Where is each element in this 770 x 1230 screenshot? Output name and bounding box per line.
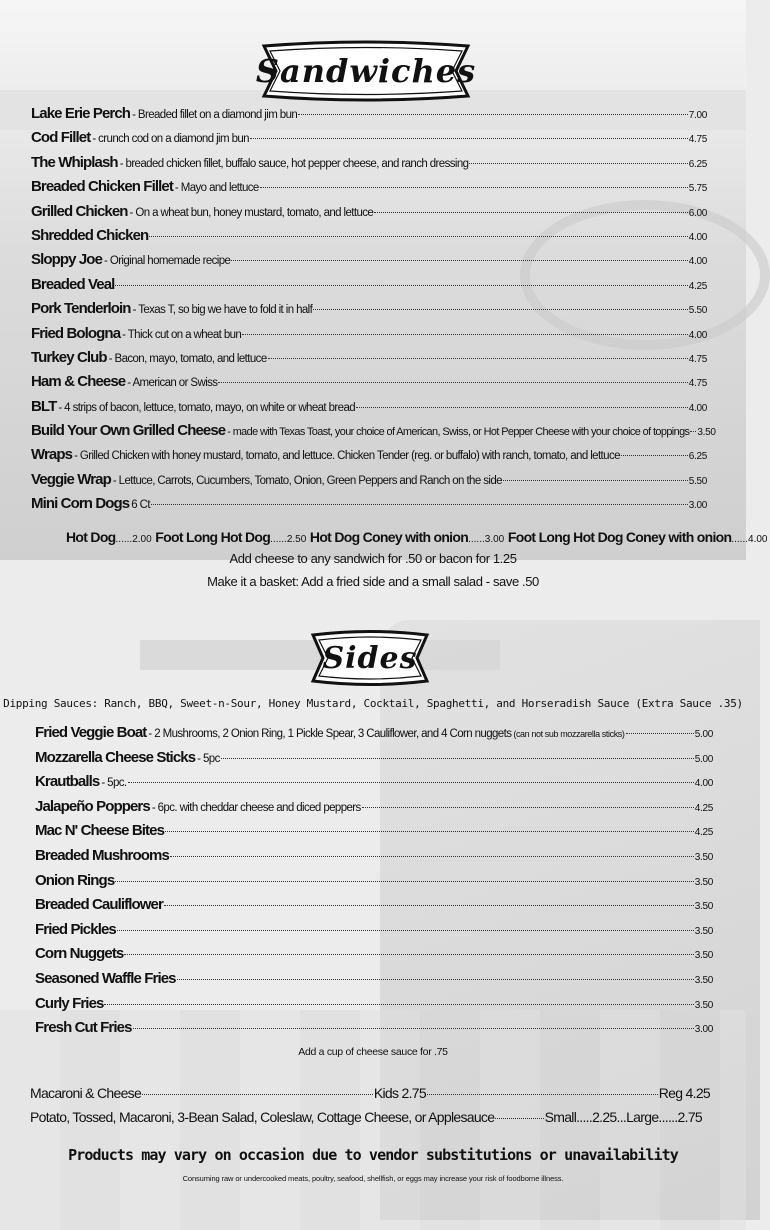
side-note: (can not sub mozzarella sticks) xyxy=(513,729,625,739)
dot-leader xyxy=(362,807,694,808)
sandwich-price: 6.25 xyxy=(688,451,707,463)
side-name: Fried Pickles xyxy=(35,920,116,938)
sandwich-description: - Original homemade recipe xyxy=(104,255,231,268)
side-price: 4.25 xyxy=(694,827,713,839)
side-row xyxy=(35,995,713,1020)
side-row xyxy=(35,1019,713,1044)
sandwiches-banner xyxy=(255,40,477,102)
sandwich-row xyxy=(31,373,707,397)
sandwich-description: - Mayo and lettuce xyxy=(174,182,259,195)
side-name: Mac N' Cheese Bites xyxy=(35,822,165,840)
sandwich-row xyxy=(31,446,707,470)
sandwich-name: Mini Corn Dogs xyxy=(31,495,130,513)
sandwich-row xyxy=(31,154,707,178)
mac-reg-price: Reg 4.25 xyxy=(658,1085,710,1101)
side-price: 3.50 xyxy=(694,925,713,937)
side-name: Jalapeño Poppers xyxy=(35,797,150,815)
add-cheese-note: Add cheese to any sandwich for .50 or bacon for 1.25 xyxy=(229,551,517,566)
salads-large-price: 2.75 xyxy=(677,1109,702,1125)
vendor-disclaimer: Products may vary on occasion due to vendor substitutions or unavailability xyxy=(68,1146,678,1164)
dot-leader xyxy=(298,114,688,115)
footlong-coney-name: Foot Long Hot Dog Coney with onion xyxy=(507,529,732,545)
side-price: 3.50 xyxy=(694,851,713,863)
sandwich-name: The Whiplash xyxy=(31,153,118,171)
dot-leader xyxy=(115,285,687,286)
sandwich-list xyxy=(31,105,716,520)
side-price: 3.50 xyxy=(694,950,713,962)
dot-leader xyxy=(374,212,688,213)
dot-leader xyxy=(469,163,687,164)
sandwich-description: - Texas T, so big we have to fold it in half xyxy=(132,304,313,317)
sandwich-description: - Thick cut on a wheat bun xyxy=(122,328,242,341)
side-name: Breaded Mushrooms xyxy=(35,846,169,864)
side-price: 5.00 xyxy=(694,729,713,740)
mac-kids-price: Kids 2.75 xyxy=(373,1085,426,1101)
dot-leader xyxy=(221,758,694,759)
dot-leader xyxy=(356,407,688,408)
mac-name: Macaroni & Cheese xyxy=(30,1085,142,1101)
sandwich-description: - Lettuce, Carrots, Cucumbers, Tomato, Onion, Green Peppers and Ranch on the side xyxy=(112,474,502,487)
side-price: 3.50 xyxy=(694,999,713,1011)
foodborne-warning: Consuming raw or undercooked meats, poultry, seafood, shellfish, or eggs may increase your risk of foodborne illness. xyxy=(182,1174,564,1183)
sandwich-name: Pork Tenderloin xyxy=(31,300,131,318)
sandwich-price: 4.25 xyxy=(688,280,707,292)
sandwich-row xyxy=(31,422,716,446)
coney-name: Hot Dog Coney with onion xyxy=(309,529,469,545)
dot-leader xyxy=(170,856,694,857)
salads-name: Potato, Tossed, Macaroni, 3-Bean Salad, Coleslaw, Cottage Cheese, or Applesauce xyxy=(30,1109,495,1125)
sides-title: Sides xyxy=(322,640,418,676)
side-description: - 6pc. with cheddar cheese and diced peppers xyxy=(151,801,361,814)
hotdog-name: Hot Dog xyxy=(66,529,116,545)
sandwich-name: Sloppy Joe xyxy=(31,251,103,269)
side-row xyxy=(35,822,713,847)
hotdog-line: Hot Dog......2.00 Foot Long Hot Dog......2.50 Hot Dog Coney with onion......3.00 Foot Long Hot Dog Coney with onion......4.00 xyxy=(66,529,768,545)
sandwich-price: 4.00 xyxy=(688,402,707,414)
dot-leader xyxy=(260,187,688,188)
sandwich-row xyxy=(31,398,707,422)
sides-list xyxy=(35,724,713,1044)
dot-leader xyxy=(104,1004,693,1005)
sandwich-name: Build Your Own Grilled Cheese xyxy=(31,422,226,440)
dot-leader xyxy=(164,905,694,906)
basket-note: Make it a basket: Add a fried side and a small salad - save .50 xyxy=(207,574,539,589)
side-row xyxy=(35,896,713,921)
side-row xyxy=(35,749,713,774)
sandwich-description: - On a wheat bun, honey mustard, tomato, and lettuce xyxy=(129,206,374,219)
dot-leader xyxy=(621,455,688,456)
sandwich-description: 6 Ct xyxy=(131,499,150,512)
sandwich-price: 4.00 xyxy=(688,329,707,341)
side-description: - 5pc xyxy=(197,752,220,765)
sandwich-price: 4.00 xyxy=(688,231,707,243)
sandwich-name: Lake Erie Perch xyxy=(31,105,131,122)
sandwich-description: - breaded chicken fillet, buffalo sauce, hot pepper cheese, and ranch dressing xyxy=(119,157,469,170)
side-price: 5.00 xyxy=(694,753,713,765)
dot-leader xyxy=(165,831,694,832)
sandwich-row xyxy=(31,251,707,275)
dot-leader xyxy=(149,236,687,237)
sandwich-name: Breaded Veal xyxy=(31,275,115,293)
footlong-coney-price: 4.00 xyxy=(748,534,768,545)
side-description: - 5pc. xyxy=(101,777,127,790)
side-name: Curly Fries xyxy=(35,994,104,1012)
salads-small-price: 2.25 xyxy=(592,1109,617,1125)
hotdog-price: 2.00 xyxy=(132,534,152,545)
sandwich-price: 4.75 xyxy=(688,378,707,390)
coney-price: 3.00 xyxy=(484,534,505,545)
sandwich-row xyxy=(31,495,707,519)
sandwich-name: Ham & Cheese xyxy=(31,373,126,391)
sandwich-description: - Bacon, mayo, tomato, and lettuce xyxy=(108,352,267,365)
dot-leader xyxy=(250,138,688,139)
side-name: Fried Veggie Boat xyxy=(35,724,147,741)
sandwich-row xyxy=(31,105,707,129)
side-price: 3.50 xyxy=(694,974,713,986)
footlong-name: Foot Long Hot Dog xyxy=(155,529,271,545)
cheese-cup-note: Add a cup of cheese sauce for .75 xyxy=(298,1046,448,1058)
sandwich-name: Turkey Club xyxy=(31,348,107,366)
salads-large-label: Large xyxy=(626,1109,659,1125)
dot-leader xyxy=(690,431,696,432)
sandwich-description: - Grilled Chicken with honey mustard, tomato, and lettuce. Chicken Tender (reg. or buffalo) with ranch, tomato, and lettuce xyxy=(74,450,620,463)
sandwich-name: Fried Bologna xyxy=(31,324,121,342)
side-name: Mozzarella Cheese Sticks xyxy=(35,748,196,766)
side-row xyxy=(35,724,713,749)
sandwich-name: Breaded Chicken Fillet xyxy=(31,178,173,196)
mac-and-cheese-row xyxy=(30,1085,710,1101)
side-name: Fresh Cut Fries xyxy=(35,1019,132,1037)
sandwiches-title: Sandwiches xyxy=(255,52,477,90)
dot-leader xyxy=(503,480,688,481)
salads-small-label: Small xyxy=(544,1109,577,1125)
dot-leader xyxy=(626,733,694,734)
side-name: Corn Nuggets xyxy=(35,945,124,963)
sandwich-row xyxy=(31,276,707,300)
sandwich-price: 6.00 xyxy=(688,207,707,219)
sandwich-row xyxy=(31,227,707,251)
side-row xyxy=(35,945,713,970)
dot-leader xyxy=(231,260,687,261)
dot-leader xyxy=(177,979,694,980)
sandwich-row xyxy=(31,178,707,202)
dot-leader xyxy=(124,954,693,955)
side-row xyxy=(35,921,713,946)
sandwich-description: - American or Swiss xyxy=(127,377,218,390)
sandwich-name: BLT xyxy=(31,397,57,415)
dot-leader xyxy=(313,309,688,310)
sandwich-price: 3.00 xyxy=(688,500,707,512)
sandwich-name: Grilled Chicken xyxy=(31,202,128,220)
sandwich-price: 4.00 xyxy=(688,256,707,268)
dot-leader xyxy=(151,504,688,505)
side-row xyxy=(35,970,713,995)
sandwich-description: - Breaded fillet on a diamond jim bun xyxy=(132,109,298,121)
sandwich-price: 5.75 xyxy=(688,183,707,195)
sandwich-row xyxy=(31,325,707,349)
sandwich-name: Cod Fillet xyxy=(31,129,91,147)
footlong-price: 2.50 xyxy=(286,534,307,545)
sandwich-description: - made with Texas Toast, your choice of American, Swiss, or Hot Pepper Cheese with your choice of toppings xyxy=(227,426,690,439)
side-name: Seasoned Waffle Fries xyxy=(35,969,176,987)
sides-banner xyxy=(308,630,432,686)
sandwich-description: - crunch cod on a diamond jim bun xyxy=(92,133,249,146)
side-name: Onion Rings xyxy=(35,871,115,889)
sandwich-row xyxy=(31,349,707,373)
dot-leader xyxy=(242,334,688,335)
side-row xyxy=(35,847,713,872)
side-row xyxy=(35,798,713,823)
side-name: Breaded Cauliflower xyxy=(35,896,163,914)
dot-leader xyxy=(268,358,688,359)
sandwich-name: Shredded Chicken xyxy=(31,226,149,244)
side-price: 4.00 xyxy=(694,778,713,790)
side-price: 3.00 xyxy=(694,1024,713,1036)
side-row xyxy=(35,872,713,897)
dipping-sauces-note: Dipping Sauces: Ranch, BBQ, Sweet-n-Sour, Honey Mustard, Cocktail, Spaghetti, and Horseradish Sauce (Extra Sauce .35) xyxy=(3,697,743,710)
side-price: 3.50 xyxy=(694,901,713,913)
sandwich-row xyxy=(31,300,707,324)
dot-leader xyxy=(115,881,693,882)
dot-leader xyxy=(117,930,694,931)
dot-leader xyxy=(218,382,687,383)
salads-row: Potato, Tossed, Macaroni, 3-Bean Salad, Coleslaw, Cottage Cheese, or Applesauce Small ..... 2.25 ... Large ...... 2.75 xyxy=(30,1109,702,1125)
sandwich-price: 3.50 xyxy=(697,427,716,439)
side-price: 4.25 xyxy=(694,802,713,814)
sandwich-name: Veggie Wrap xyxy=(31,470,111,488)
sandwich-row xyxy=(31,129,707,153)
sandwich-price: 5.50 xyxy=(688,475,707,487)
sandwich-name: Wraps xyxy=(31,446,73,464)
sandwich-row xyxy=(31,471,707,495)
dot-leader xyxy=(128,782,694,783)
side-description: - 2 Mushrooms, 2 Onion Ring, 1 Pickle Spear, 3 Cauliflower, and 4 Corn nuggets xyxy=(148,728,512,740)
sandwich-price: 4.75 xyxy=(688,134,707,146)
sandwich-price: 7.00 xyxy=(688,110,707,121)
sandwich-price: 4.75 xyxy=(688,353,707,365)
sandwich-description: - 4 strips of bacon, lettuce, tomato, mayo, on white or wheat bread xyxy=(58,401,356,414)
dot-leader xyxy=(133,1028,694,1029)
sandwich-price: 5.50 xyxy=(688,305,707,317)
sandwich-row xyxy=(31,203,707,227)
side-row xyxy=(35,773,713,798)
sandwich-price: 6.25 xyxy=(688,158,707,170)
side-name: Krautballs xyxy=(35,773,100,791)
side-price: 3.50 xyxy=(694,876,713,888)
